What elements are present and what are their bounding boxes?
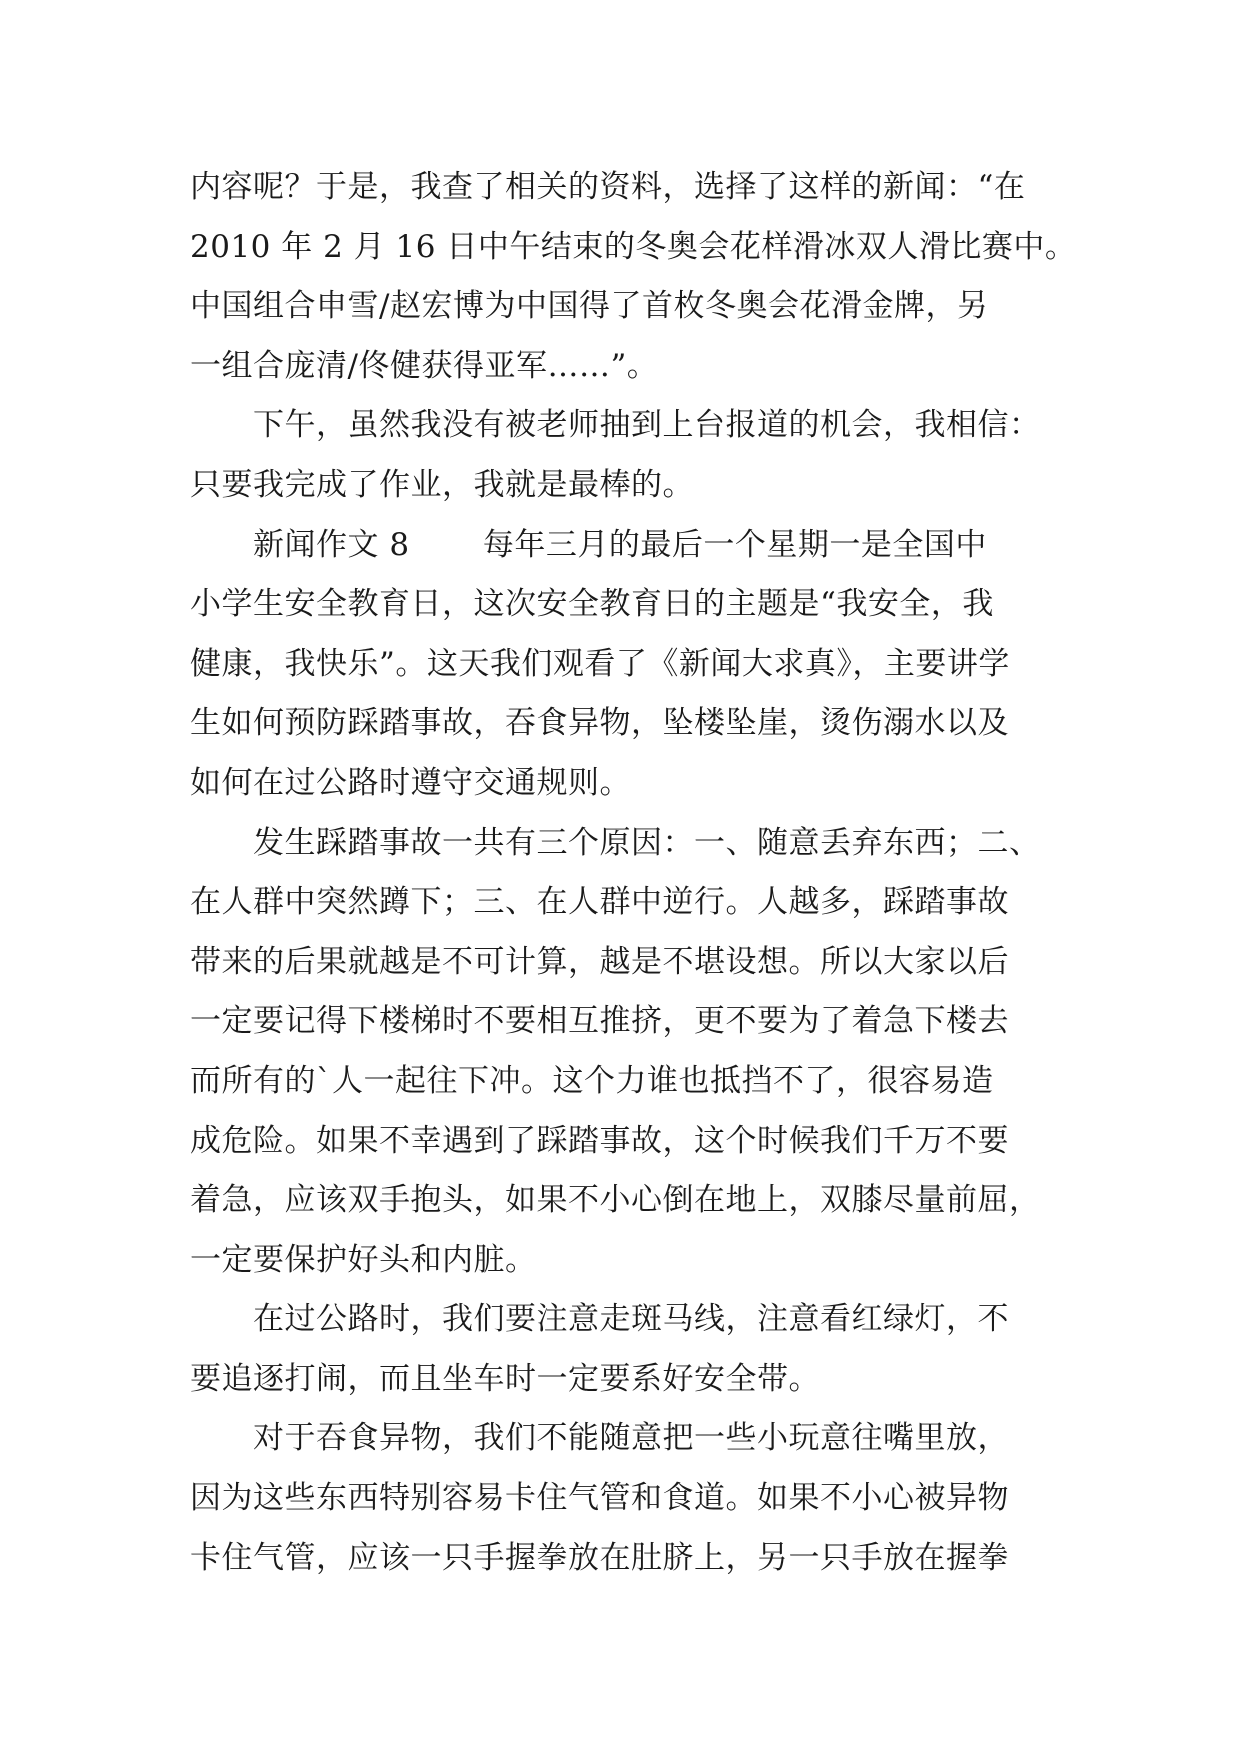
text-line: 对于吞食异物，我们不能随意把一些小玩意往嘴里放，: [190, 1420, 1009, 1457]
text-line: 带来的后果就越是不可计算，越是不堪设想。所以大家以后: [190, 943, 1009, 980]
text-line: 小学生安全教育日，这次安全教育日的主题是“我安全，我: [190, 586, 994, 623]
text-line: 生如何预防踩踏事故，吞食异物，坠楼坠崖，烫伤溺水以及: [190, 705, 1009, 742]
text-line: 在人群中突然蹲下；三、在人群中逆行。人越多，踩踏事故: [190, 884, 1009, 921]
text-line: 而所有的`人一起往下冲。这个力谁也抵挡不了，很容易造: [190, 1062, 994, 1099]
text-line: 成危险。如果不幸遇到了踩踏事故，这个时候我们千万不要: [190, 1122, 1009, 1159]
text-line: 只要我完成了作业，我就是最棒的。: [190, 466, 694, 503]
text-line: 一定要保护好头和内脏。: [190, 1241, 537, 1278]
text-line: 要追逐打闹，而且坐车时一定要系好安全带。: [190, 1360, 820, 1397]
text-line: 发生踩踏事故一共有三个原因：一、随意丢弃东西；二、: [190, 824, 1041, 861]
text-line: 内容呢？于是，我查了相关的资料，选择了这样的新闻：“在: [190, 169, 1026, 205]
text-line: 新闻作文 8 每年三月的最后一个星期一是全国中: [190, 526, 987, 563]
text-line: 因为这些东西特别容易卡住气管和食道。如果不小心被异物: [190, 1480, 1009, 1517]
text-line: 2010 年 2 月 16 日中午结束的冬奥会花样滑冰双人滑比赛中。: [190, 228, 1077, 265]
text-line: 下午，虽然我没有被老师抽到上台报道的机会，我相信：: [190, 407, 1041, 444]
text-line: 卡住气管，应该一只手握拳放在肚脐上，另一只手放在握拳: [190, 1539, 1009, 1576]
document-body: [190, 158, 1077, 1588]
text-line: 如何在过公路时遵守交通规则。: [190, 764, 631, 801]
text-line: 中国组合申雪/赵宏博为中国得了首枚冬奥会花滑金牌，另: [190, 288, 989, 325]
text-line: 健康，我快乐”。这天我们观看了《新闻大求真》，主要讲学: [190, 645, 1010, 682]
text-line: 一定要记得下楼梯时不要相互推挤，更不要为了着急下楼去: [190, 1003, 1009, 1040]
text-line: 在过公路时，我们要注意走斑马线，注意看红绿灯，不: [190, 1301, 1009, 1338]
text-line: 着急，应该双手抱头，如果不小心倒在地上，双膝尽量前屈，: [190, 1182, 1041, 1219]
text-line: 一组合庞清/佟健获得亚军……”。: [190, 347, 659, 384]
